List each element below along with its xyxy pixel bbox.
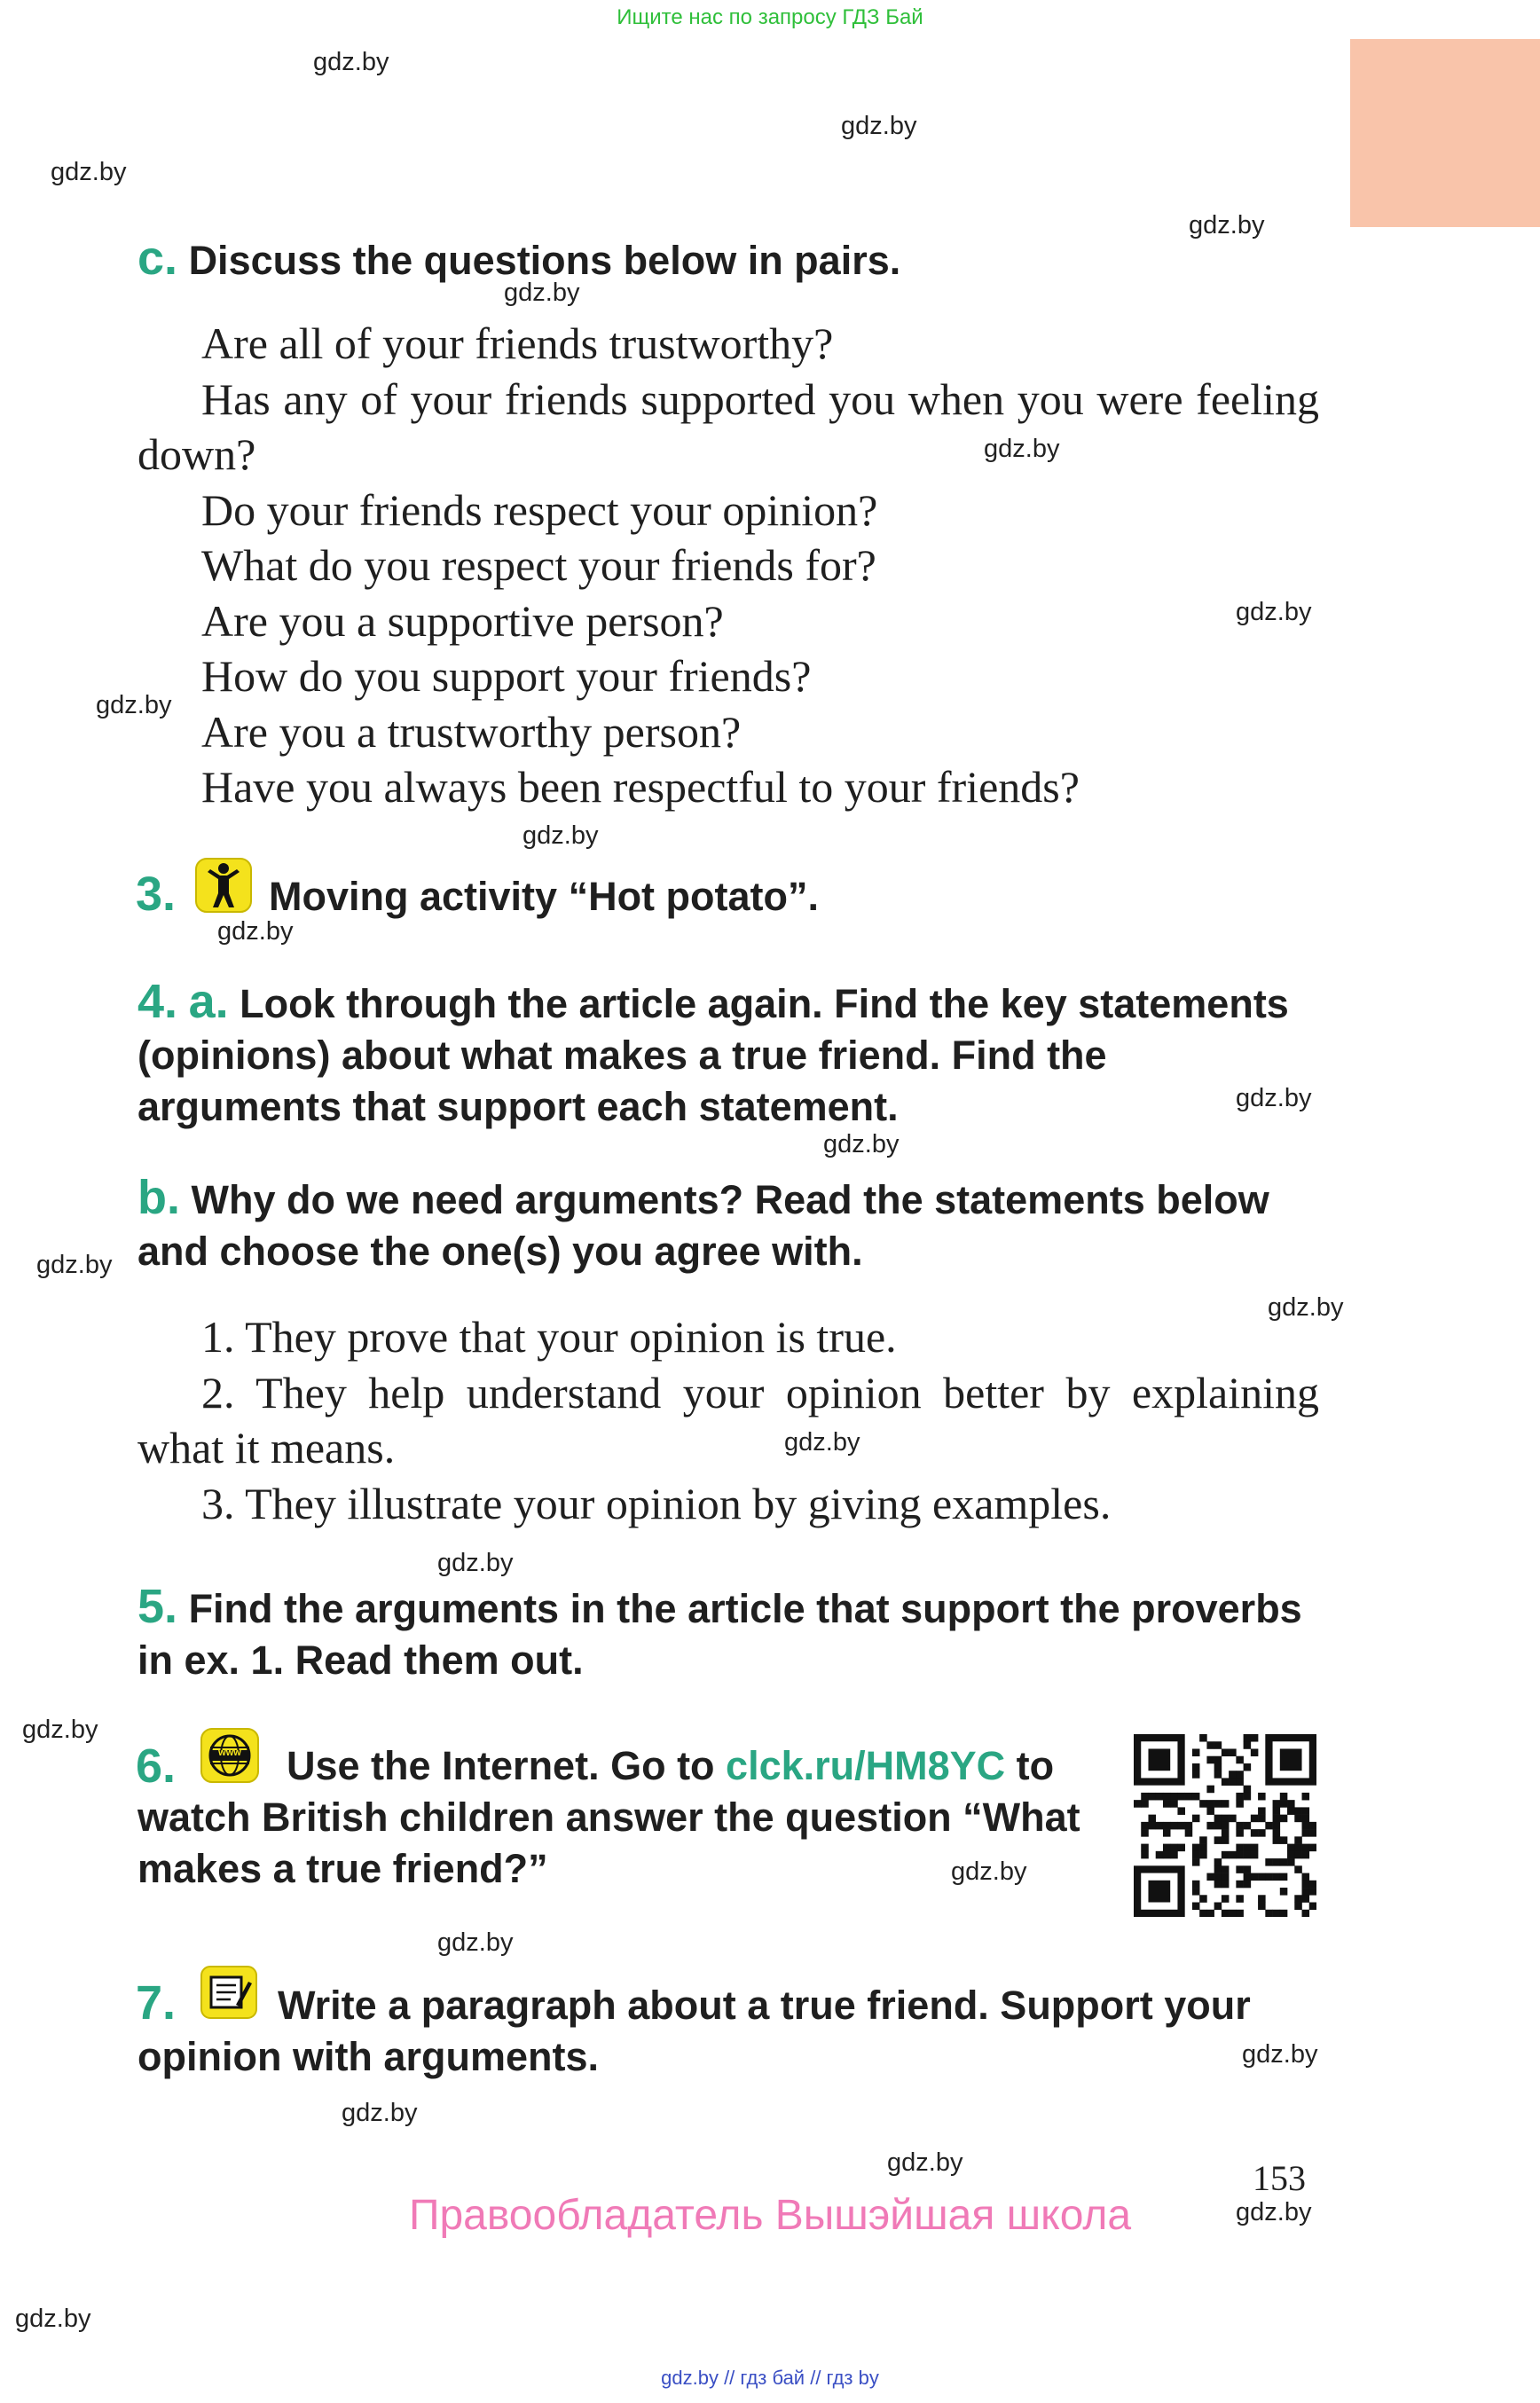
instruction-text: Find the arguments in the article that support the proverbs in ex. 1. Read them out. xyxy=(138,1586,1302,1683)
watermark: gdz.by xyxy=(36,1251,113,1279)
watermark: gdz.by xyxy=(342,2099,418,2127)
watermark: gdz.by xyxy=(504,279,580,307)
top-banner: Ищите нас по запросу ГДЗ Бай xyxy=(617,5,923,29)
exercise-number: 7. xyxy=(136,1976,177,2030)
statement-list xyxy=(138,1309,1319,1531)
watermark: gdz.by xyxy=(1242,2040,1318,2069)
watermark: gdz.by xyxy=(313,48,389,76)
watermark: gdz.by xyxy=(22,1716,98,1744)
watermark: gdz.by xyxy=(823,1130,900,1158)
question-list xyxy=(138,316,1319,815)
watermark: gdz.by xyxy=(887,2148,963,2177)
video-link[interactable]: clck.ru/HM8YC xyxy=(726,1743,1006,1788)
instruction-text: Discuss the questions below in pairs. xyxy=(188,238,901,283)
statement-item: 3. They illustrate your opinion by giving examples. xyxy=(201,1478,1112,1528)
exercise-4a xyxy=(138,976,1317,1133)
question-item: Are you a trustworthy person? xyxy=(201,706,742,757)
section-c-instruction xyxy=(138,232,1317,287)
question-item: Are all of your friends trustworthy? xyxy=(201,318,834,368)
statement-item: 2. They help understand your opinion better by explaining what it means. xyxy=(138,1367,1319,1472)
watermark: gdz.by xyxy=(1236,598,1312,626)
watermark: gdz.by xyxy=(1236,2198,1312,2226)
watermark: gdz.by xyxy=(522,821,599,850)
exercise-number: 4. xyxy=(138,975,178,1028)
section-letter: a. xyxy=(188,975,229,1028)
page-number: 153 xyxy=(1253,2158,1306,2198)
statement-item: 1. They prove that your opinion is true. xyxy=(201,1312,897,1362)
instruction-text: Use the Internet. Go to xyxy=(287,1743,727,1788)
corner-color-block xyxy=(1350,39,1540,227)
exercise-5 xyxy=(138,1581,1317,1686)
watermark: gdz.by xyxy=(1189,211,1265,240)
watermark: gdz.by xyxy=(1236,1084,1312,1112)
exercise-6-text xyxy=(138,1740,1104,1895)
question-item: Are you a supportive person? xyxy=(201,595,724,646)
watermark: gdz.by xyxy=(15,2305,91,2333)
watermark: gdz.by xyxy=(784,1428,860,1457)
copyright-notice: Правообладатель Вышэйшая школа xyxy=(408,2192,1132,2239)
watermark: gdz.by xyxy=(951,1857,1027,1886)
exercise-4b xyxy=(138,1172,1317,1277)
internet-icon-label: www xyxy=(218,1747,241,1758)
exercise-number: 6. xyxy=(136,1739,177,1793)
instruction-text: to watch British children answer the question “What makes a true friend?” xyxy=(138,1743,1080,1891)
watermark: gdz.by xyxy=(841,112,917,140)
watermark: gdz.by xyxy=(96,691,172,719)
instruction-text: Look through the article again. Find the key statements (opinions) about what makes a true friend. Find the arguments that support each statement. xyxy=(138,981,1289,1129)
exercise-number: 3. xyxy=(136,868,177,921)
watermark: gdz.by xyxy=(51,158,127,186)
footer-links: gdz.by // гдз бай // гдз by xyxy=(661,2367,879,2389)
exercise-7-text: Write a paragraph about a true friend. Support your opinion with arguments. xyxy=(138,1983,1251,2079)
watermark: gdz.by xyxy=(217,917,294,946)
exercise-3-text: Moving activity “Hot potato”. xyxy=(269,874,820,919)
question-item: Have you always been respectful to your friends? xyxy=(201,762,1080,812)
instruction-text: Why do we need arguments? Read the statements below and choose the one(s) you agree with. xyxy=(138,1177,1269,1274)
watermark: gdz.by xyxy=(437,1549,514,1577)
question-item: Do your friends respect your opinion? xyxy=(201,484,878,535)
exercise-number: 5. xyxy=(138,1580,178,1633)
qr-code[interactable] xyxy=(1134,1734,1316,1917)
section-letter: b. xyxy=(138,1171,180,1224)
question-item: Has any of your friends supported you when you were feeling down? xyxy=(138,373,1319,479)
watermark: gdz.by xyxy=(437,1928,514,1957)
moving-activity-icon xyxy=(195,858,252,913)
watermark: gdz.by xyxy=(984,435,1060,463)
question-item: How do you support your friends? xyxy=(201,651,812,701)
section-letter: c. xyxy=(138,232,178,285)
watermark: gdz.by xyxy=(1268,1293,1344,1322)
question-item: What do you respect your friends for? xyxy=(201,540,876,590)
qr-code-graphic xyxy=(1134,1734,1316,1917)
